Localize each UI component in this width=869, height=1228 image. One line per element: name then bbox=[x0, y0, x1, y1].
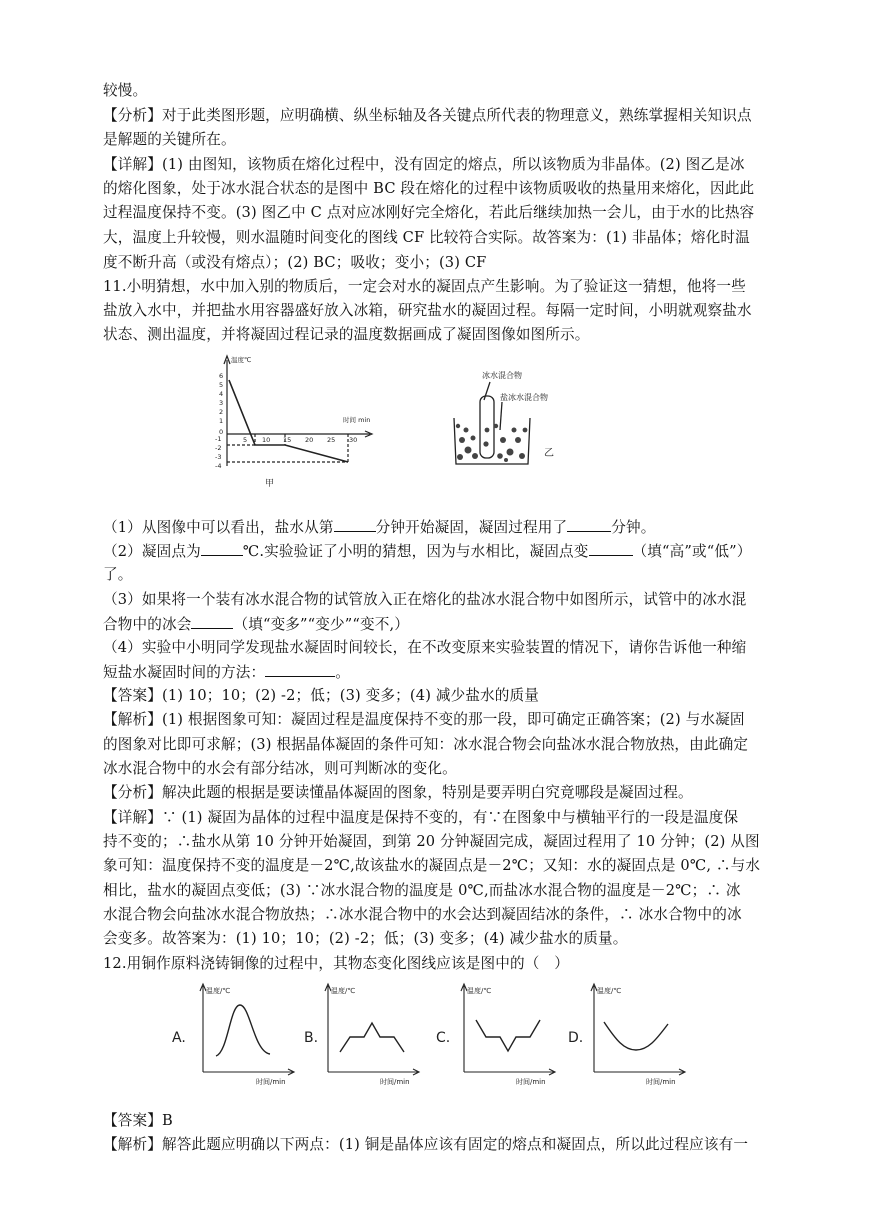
y-tick: 5 bbox=[219, 381, 224, 389]
option-d-graph bbox=[564, 980, 694, 1088]
y-tick: 1 bbox=[219, 417, 224, 425]
q11-part3: （3）如果将一个装有冰水混合物的试管放入正在熔化的盐冰水混合物中如图所示，试管中的冰水混 bbox=[103, 591, 747, 608]
figure-jia-graph bbox=[205, 350, 385, 490]
x-axis-label: 时间 min bbox=[343, 416, 371, 424]
answer-blank bbox=[191, 614, 233, 629]
x-tick: 25 bbox=[327, 436, 336, 444]
answer-blank bbox=[201, 541, 243, 556]
question-12-stem: 12.用铜作原料浇铸铜像的过程中，其物态变化图线应该是图中的（ ） bbox=[103, 955, 569, 972]
text-line: 大，温度上升较慢，则水温随时间变化的图线 CF 比较符合实际。故答案为：(1) 非晶体；熔化时温 bbox=[103, 229, 750, 246]
y-tick: -2 bbox=[215, 444, 222, 452]
text-line: 状态、测出温度，并将凝固过程记录的温度数据画成了凝固图像如图所示。 bbox=[103, 326, 590, 343]
answer-blank bbox=[589, 541, 633, 556]
curve bbox=[604, 1022, 668, 1050]
curve bbox=[340, 1023, 404, 1052]
leader-line bbox=[500, 402, 502, 430]
text-line: 过程温度保持不变。(3) 图乙中 C 点对应冰刚好完全熔化，若此后继续加热一会儿，由于水的比热容 bbox=[103, 204, 755, 221]
text-line: 象可知：温度保持不变的温度是－2℃,故该盐水的凝固点是－2℃；又知：水的凝固点是 0℃, ∴与水 bbox=[103, 857, 761, 874]
text-line: 是解题的关键所在。 bbox=[103, 131, 236, 148]
text-line: 【解析】(1) 根据图象可知：凝固过程是温度保持不变的那一段，即可确定正确答案；(2) 与水凝固 bbox=[103, 711, 745, 728]
y-tick: 2 bbox=[219, 408, 224, 416]
answer-line: 【答案】(1) 10；10；(2) -2；低；(3) 变多；(4) 减少盐水的质量 bbox=[103, 687, 540, 704]
label-salt-ice-water-mixture: 盐冰水混合物 bbox=[500, 393, 548, 402]
q11-part1: （1）从图像中可以看出，盐水从第 分钟开始凝固，凝固过程用了 分钟。 bbox=[103, 519, 656, 536]
answer-blank bbox=[334, 517, 376, 532]
text-line: 冰水混合物中的水会有部分结冰，则可判断冰的变化。 bbox=[103, 760, 457, 777]
label-ice-water-mixture: 冰水混合物 bbox=[482, 371, 522, 380]
curve bbox=[476, 1020, 540, 1051]
cooling-curve bbox=[229, 380, 348, 462]
q11-part2: （2）凝固点为 ℃.实验验证了小明的猜想，因为与水相比，凝固点变 （填“高”或“低”） bbox=[103, 543, 752, 560]
text-line: 盐放入水中，并把盐水用容器盛好放入冰箱，研究盐水的凝固过程。每隔一定时间，小明就观察盐水 bbox=[103, 302, 752, 319]
x-axis-label: 时间/min bbox=[256, 1078, 286, 1086]
text-line: 【详解】(1) 由图知，该物质在熔化过程中，没有固定的熔点，所以该物质为非晶体。(2) 图乙是冰 bbox=[103, 156, 745, 173]
answer-blank bbox=[265, 662, 335, 677]
y-axis-label: 温度/℃ bbox=[597, 987, 622, 995]
option-a-graph bbox=[168, 980, 298, 1088]
text-line: 持不变的；∴盐水从第 10 分钟开始凝固，到第 20 分钟凝固完成，凝固过程用了 10 分钟；(2) 从图 bbox=[103, 833, 760, 850]
y-axis-label: 温度/℃ bbox=[206, 987, 231, 995]
text-line: 相比，盐水的凝固点变低；(3) ∵冰水混合物的温度是 0℃,而盐冰水混合物的温度是－2℃；∴ 冰 bbox=[103, 882, 741, 899]
q11-part4-cont: 短盐水凝固时间的方法： 。 bbox=[103, 664, 350, 681]
text-line: 较慢。 bbox=[103, 82, 148, 99]
y-tick: -3 bbox=[215, 453, 222, 461]
x-axis-label: 时间/min bbox=[646, 1078, 676, 1086]
option-label: D. bbox=[568, 1030, 584, 1046]
y-axis-label: 温度/℃ bbox=[331, 987, 356, 995]
option-label: C. bbox=[436, 1030, 451, 1046]
y-tick: 6 bbox=[219, 372, 224, 380]
text-line: 【详解】∵ (1) 凝固为晶体的过程中温度是保持不变的，有∵在图象中与横轴平行的一段是温度保 bbox=[103, 809, 739, 826]
leader-line bbox=[484, 382, 490, 400]
text-line: 【解析】解答此题应明确以下两点：(1) 铜是晶体应该有固定的熔点和凝固点，所以此过程应该有一 bbox=[103, 1136, 749, 1153]
x-tick: 5 bbox=[243, 436, 248, 444]
y-axis-label: 温度/℃ bbox=[467, 987, 492, 995]
y-axis-label: 温度℃ bbox=[231, 356, 252, 364]
text-line: 【分析】解决此题的根据是要读懂晶体凝固的图象，特别是要弄明白究竟哪段是凝固过程。 bbox=[103, 784, 693, 801]
curve bbox=[216, 1005, 270, 1056]
figure-yi-apparatus bbox=[440, 360, 570, 475]
text-line: 的图象对比即可求解；(3) 根据晶体凝固的条件可知：冰水混合物会向盐冰水混合物放热，由此确定 bbox=[103, 736, 749, 753]
y-tick: -1 bbox=[215, 435, 222, 443]
y-tick: 4 bbox=[219, 390, 224, 398]
option-label: B. bbox=[304, 1030, 319, 1046]
q11-part3-cont: 合物中的冰会 （填“变多”“变少”“变不,） bbox=[103, 616, 410, 633]
x-tick: 20 bbox=[305, 436, 314, 444]
y-tick: -4 bbox=[215, 462, 222, 470]
x-tick: 10 bbox=[262, 436, 271, 444]
x-tick: 15 bbox=[283, 436, 292, 444]
text-line: 【分析】对于此类图形题，应明确横、纵坐标轴及各关键点所代表的物理意义，熟练掌握相关知识点 bbox=[103, 107, 752, 124]
text-line: 的熔化图象，处于冰水混合状态的是图中 BC 段在熔化的过程中该物质吸收的热量用来熔化，因此此 bbox=[103, 180, 755, 197]
y-tick: 3 bbox=[219, 399, 224, 407]
figure-caption: 甲 bbox=[265, 479, 275, 489]
text-line: 水混合物会向盐冰水混合物放热；∴冰水混合物中的水会达到凝固结冰的条件，∴ 冰水合物中的冰 bbox=[103, 906, 742, 923]
answer-line: 【答案】B bbox=[103, 1112, 173, 1129]
question-11-stem: 11.小明猜想，水中加入别的物质后，一定会对水的凝固点产生影响。为了验证这一猜想，他将一些 bbox=[103, 278, 746, 295]
x-tick: 30 bbox=[349, 436, 358, 444]
answer-blank bbox=[567, 517, 611, 532]
test-tube bbox=[480, 396, 494, 458]
x-axis-label: 时间/min bbox=[380, 1078, 410, 1086]
figure-caption: 乙 bbox=[544, 448, 554, 459]
text-line: 度不断升高（或没有熔点）；(2) BC；吸收；变小；(3) CF bbox=[103, 254, 487, 271]
q11-part2-cont: 了。 bbox=[103, 566, 133, 583]
option-label: A. bbox=[172, 1030, 186, 1046]
option-b-graph bbox=[300, 980, 430, 1088]
option-c-graph bbox=[432, 980, 562, 1088]
q11-part4: （4）实验中小明同学发现盐水凝固时间较长，在不改变原来实验装置的情况下，请你告诉他一种缩 bbox=[103, 639, 747, 656]
y-tick: 0 bbox=[219, 428, 224, 436]
x-axis-label: 时间/min bbox=[516, 1078, 546, 1086]
text-line: 会变多。故答案为：(1) 10；10；(2) -2；低；(3) 变多；(4) 减少盐水的质量。 bbox=[103, 930, 628, 947]
